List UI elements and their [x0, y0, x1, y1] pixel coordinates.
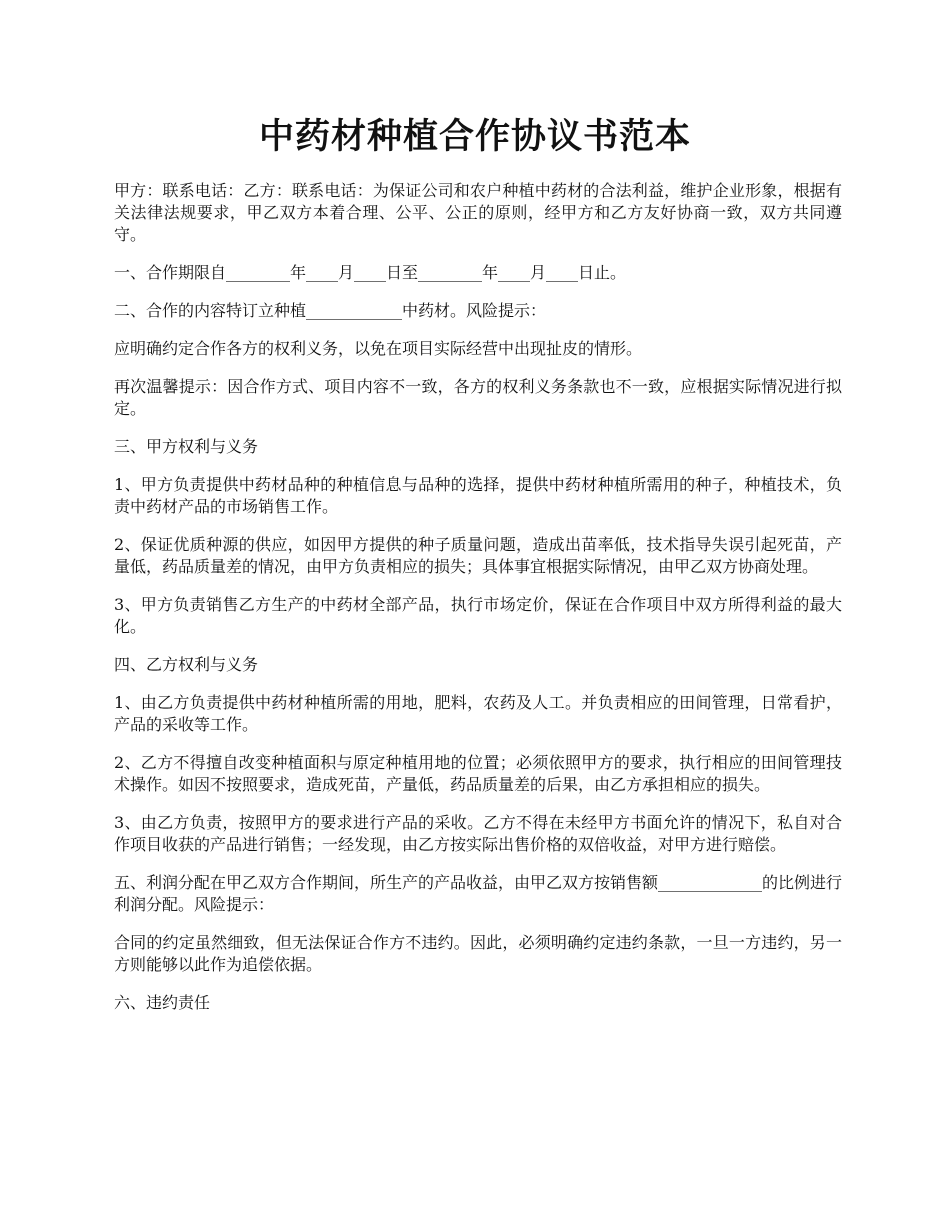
clause-2-content: 二、合作的内容特订立种植____________中药材。风险提示：: [114, 301, 547, 320]
section-6-heading: 六、违约责任: [114, 993, 211, 1012]
section-4-heading: 四、乙方权利与义务: [114, 655, 259, 674]
risk-tip-2: 合同的约定虽然细致，但无法保证合作方不违约。因此，必须明确约定违约条款，一旦一方违约，另一方则能够以此作为追偿依据。: [114, 933, 842, 974]
section-4-item-1: 1、由乙方负责提供中药材种植所需的用地，肥料，农药及人工。并负责相应的田间管理，日常看护，产品的采收等工作。: [114, 693, 842, 734]
risk-tip-1: 应明确约定合作各方的权利义务，以免在项目实际经营中出现扯皮的情形。: [114, 339, 643, 358]
section-3-item-2: 2、保证优质种源的供应，如因甲方提供的种子质量问题，造成出苗率低，技术指导失误引起死苗，产量低，药品质量差的情况，由甲方负责相应的损失；具体事宜根据实际情况，由甲乙双方协商处理。: [114, 535, 842, 576]
section-5-profit: 五、利润分配在甲乙双方合作期间，所生产的产品收益，由甲乙双方按销售额_____________的比例进行利润分配。风险提示：: [114, 873, 843, 914]
intro-paragraph: 甲方：联系电话：乙方：联系电话：为保证公司和农户种植中药材的合法利益，维护企业形象，根据有关法律法规要求，甲乙双方本着合理、公平、公正的原则，经甲方和乙方友好协商一致，双方共同遵守。: [114, 181, 842, 244]
document-title: 中药材种植合作协议书范本: [258, 116, 691, 157]
document-body: [114, 180, 842, 1030]
section-4-item-2: 2、乙方不得擅自改变种植面积与原定种植用地的位置；必须依照甲方的要求，执行相应的田间管理技术操作。如因不按照要求，造成死苗，产量低，药品质量差的后果，由乙方承担相应的损失。: [114, 753, 842, 794]
section-3-heading: 三、甲方权利与义务: [114, 437, 259, 456]
section-3-item-1: 1、甲方负责提供中药材品种的种植信息与品种的选择，提供中药材种植所需用的种子，种植技术，负责中药材产品的市场销售工作。: [114, 475, 842, 516]
reminder-paragraph: 再次温馨提示：因合作方式、项目内容不一致，各方的权利义务条款也不一致，应根据实际情况进行拟定。: [114, 377, 842, 418]
clause-1-term: 一、合作期限自________年____月____日至________年____月____日止。: [114, 263, 627, 282]
section-3-item-3: 3、甲方负责销售乙方生产的中药材全部产品，执行市场定价，保证在合作项目中双方所得利益的最大化。: [114, 595, 842, 636]
section-4-item-3: 3、由乙方负责，按照甲方的要求进行产品的采收。乙方不得在未经甲方书面允许的情况下，私自对合作项目收获的产品进行销售；一经发现，由乙方按实际出售价格的双倍收益，对甲方进行赔偿。: [114, 813, 842, 854]
